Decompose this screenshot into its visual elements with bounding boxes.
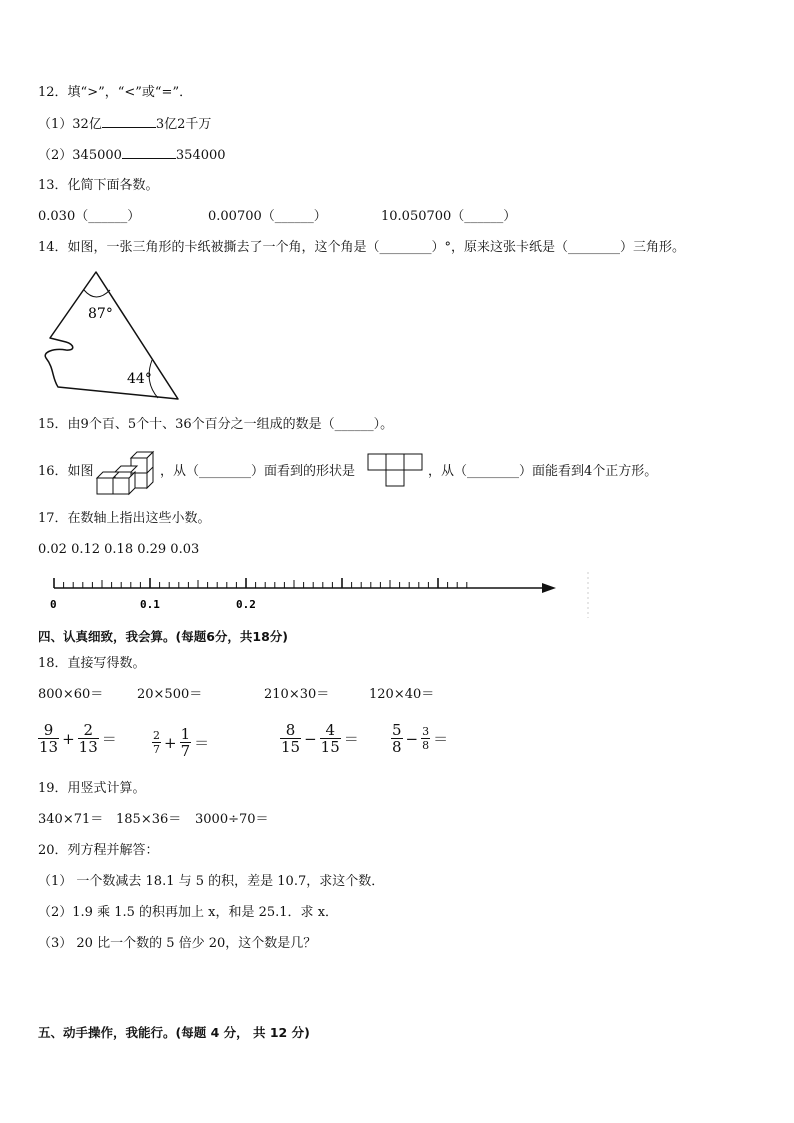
angle-bottom-label: 44° [127,371,152,387]
q20-part1: （1） 一个数减去 18.1 与 5 的积，差是 10.7，求这个数． [38,874,385,889]
section-4-title: 四、认真细致，我会算。(每题6分，共18分) [38,629,289,644]
section-5-title: 五、动手操作，我能行。(每题 4 分， 共 12 分) [38,1025,310,1040]
cube-stack-figure [93,446,159,496]
q16-part1: 16．如图 [38,464,94,479]
q19-item-3: 3000÷70＝ [195,812,269,827]
q12-part1 [38,115,211,134]
number-line [36,570,596,620]
q20-title: 20．列方程并解答： [38,843,159,858]
q20-part2: （2）1.9 乘 1.5 的积再加上 x，和是 25.1．求 x． [38,905,339,920]
q13-item-3: 10.050700（______） [381,209,517,224]
fraction-expr-2: $\frac{2}{7}$ + $\frac{1}{7}$ ＝ [153,725,210,760]
q16-part3: ，从（________）面能看到4个正方形。 [428,464,658,479]
q12-part2 [38,146,226,165]
q18-item-2: 20×500＝ [137,687,203,702]
q12-title: 12．填“>”，“<”或“=”． [38,85,193,100]
q16-part2: ，从（________）面看到的形状是 [160,464,356,479]
q12-p1-right: 3亿2千万 [155,117,212,132]
answer-blank[interactable] [102,115,156,128]
q19-title: 19．用竖式计算。 [38,781,146,796]
q18-item-3: 210×30＝ [264,687,330,702]
q13-title: 13．化简下面各数。 [38,178,159,193]
q17-title: 17．在数轴上指出这些小数。 [38,511,211,526]
axis-label: 0.2 [236,598,256,611]
q13-item-2: 0.00700（______） [208,209,327,224]
q12-p2-left: （2）345000 [38,148,122,163]
q18-item-4: 120×40＝ [369,687,435,702]
fraction-expr-4: $\frac{5}{8}$ − $\frac{3}{8}$ ＝ [392,721,449,756]
q19-item-1: 340×71＝ [38,812,104,827]
q18-item-1: 800×60＝ [38,687,104,702]
q17-numbers: 0.02 0.12 0.18 0.29 0.03 [38,542,200,557]
torn-triangle-figure [40,268,190,404]
fraction-expr-1: $\frac{9}{13}$ + $\frac{2}{13}$ ＝ [39,721,117,756]
angle-top-label: 87° [88,306,113,322]
q15-title: 15．由9个百、5个十、36个百分之一组成的数是（______）。 [38,417,394,432]
axis-label: 0.1 [140,598,160,611]
q12-p2-right: 354000 [175,148,226,163]
axis-arrow [542,583,556,593]
q18-title: 18．直接写得数。 [38,656,146,671]
answer-blank[interactable] [122,146,176,159]
fraction-expr-3: $\frac{8}{15}$ − $\frac{4}{15}$ ＝ [281,721,359,756]
q12-p1-left: （1）32亿 [38,117,102,132]
q19-item-2: 185×36＝ [116,812,182,827]
q20-part3: （3） 20 比一个数的 5 倍少 20，这个数是几？ [38,936,317,951]
q13-item-1: 0.030（______） [38,209,141,224]
axis-label: 0 [50,598,57,611]
q14-title: 14．如图，一张三角形的卡纸被撕去了一个角，这个角是（________）°，原来这张卡纸是（________）三角形。 [38,240,686,255]
view-shape-figure [366,452,426,490]
